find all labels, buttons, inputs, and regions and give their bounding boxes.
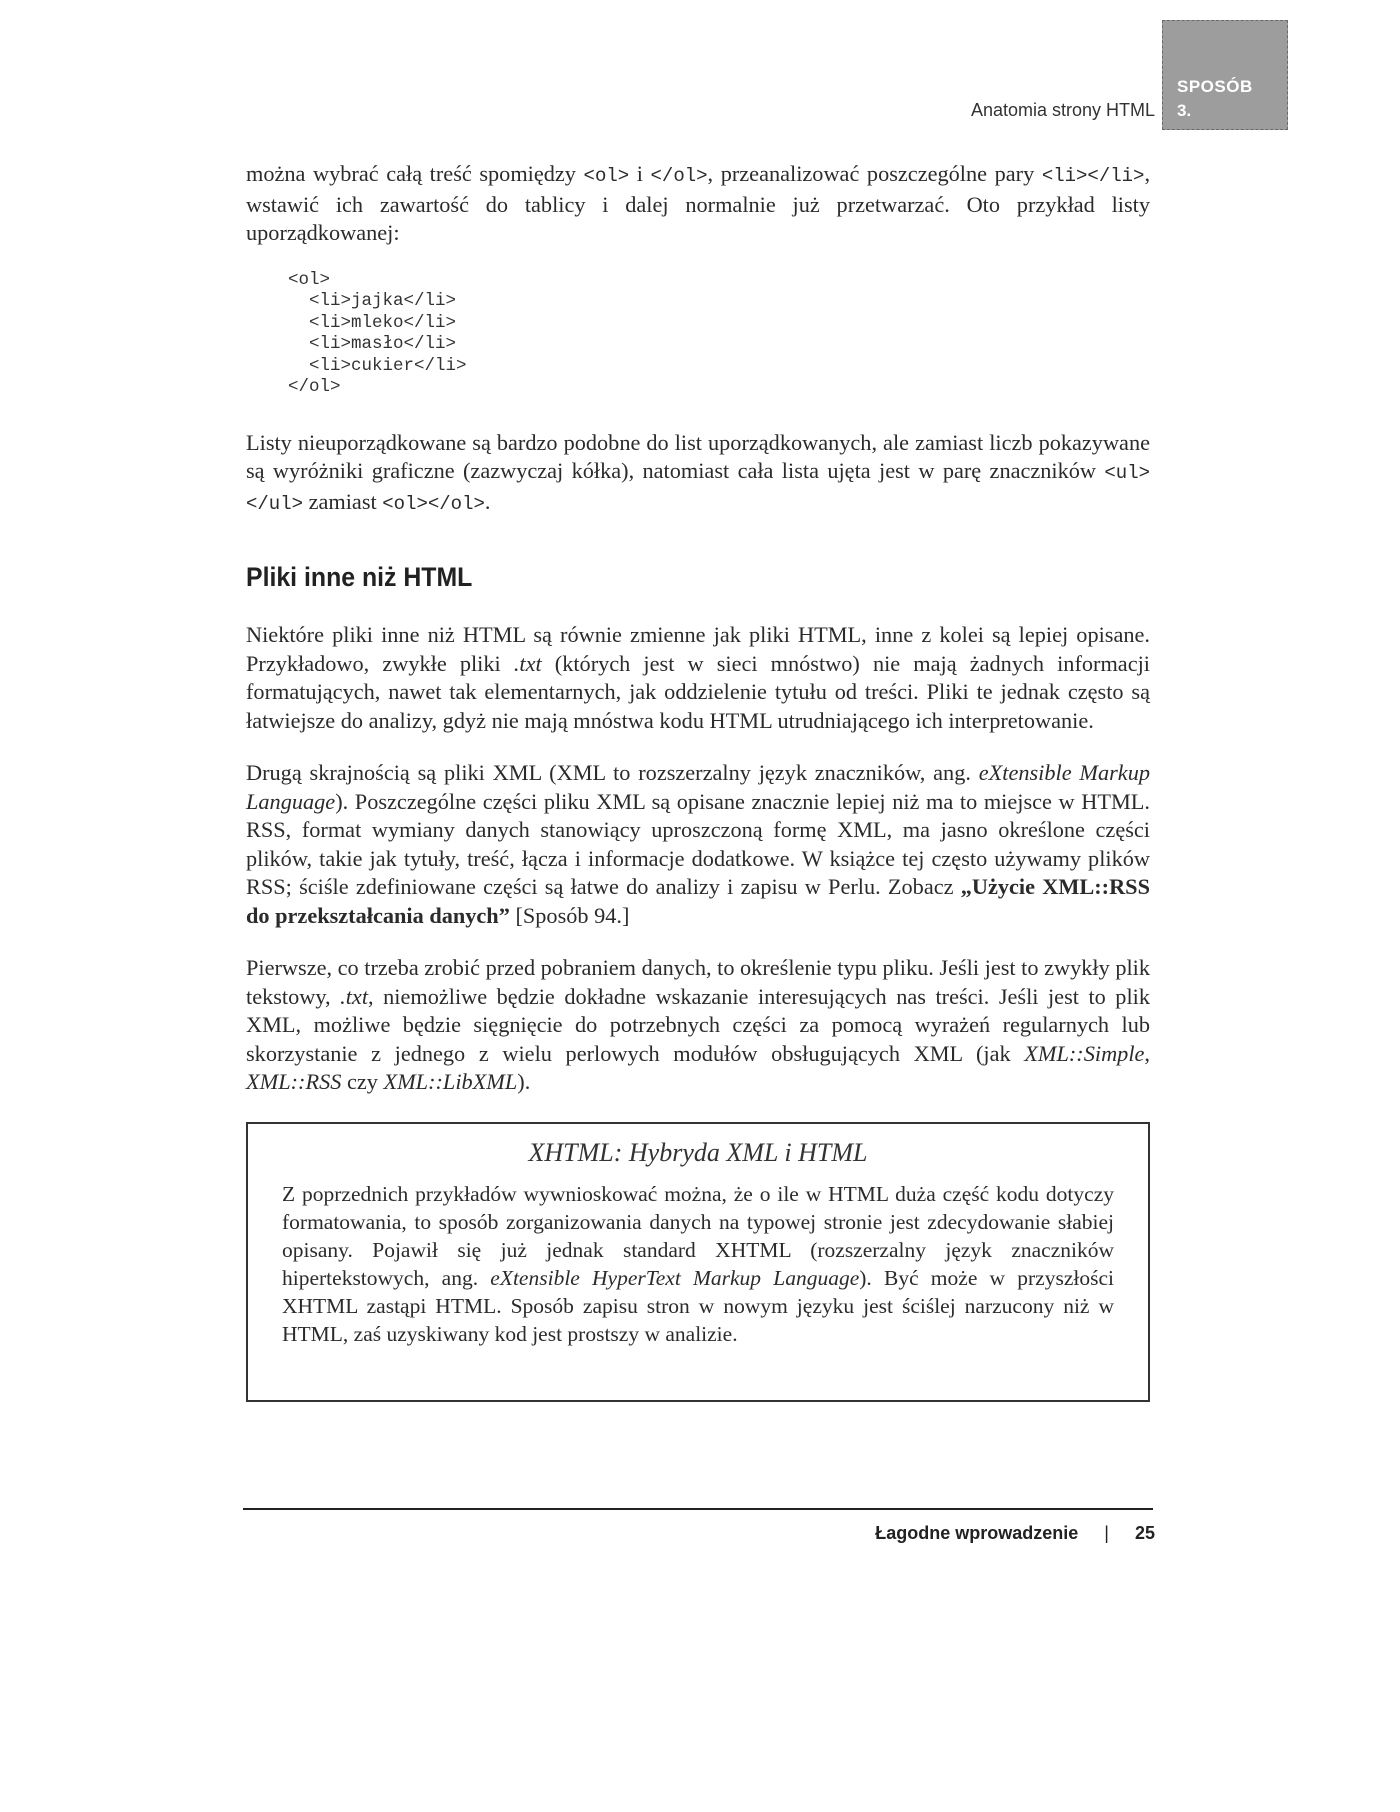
code-sample: <ol> <li>jajka</li> <li>mleko</li> <li>masło</li> <li>cukier</li> </ol> (288, 269, 467, 397)
italic-text: eXtensible HyperText Markup Language (490, 1266, 860, 1290)
text: ). Być może w przyszłości XHTML zastąpi HTML. Sposób zapisu stron w nowym języku jest ściślej narzucony niż w HTML, zaś uzyskiwany kod jest prostszy w analizie. (282, 1266, 1114, 1346)
text: Niektóre pliki inne niż HTML są równie zmienne jak pliki HTML, inne z kolei są lepiej opisane. Przykładowo, zwykłe pliki (246, 622, 1150, 676)
page-number: 25 (1134, 1523, 1155, 1543)
text: i (629, 161, 651, 186)
sidebar-title: XHTML: Hybryda XML i HTML (528, 1138, 868, 1167)
text: czy (341, 1069, 384, 1094)
italic-text: XML::RSS (246, 1069, 342, 1094)
text: Drugą skrajnością są pliki XML (XML to rozszerzalny język znaczników, ang. (246, 760, 979, 785)
sidebar-paragraph (282, 1180, 1114, 1348)
inline-code: </ol> (650, 165, 708, 187)
italic-text: XML::LibXML (383, 1069, 518, 1094)
inline-code: <ul></ul> (246, 462, 1150, 515)
sidebar-box (246, 1122, 1150, 1402)
main-content (246, 160, 1150, 1121)
text: [Sposób 94.] (509, 902, 630, 928)
text: . (484, 488, 491, 514)
text: ). (517, 1069, 531, 1094)
text: można wybrać całą treść spomiędzy (246, 161, 584, 186)
italic-text: XML::Simple (1024, 1040, 1145, 1066)
running-head: Anatomia strony HTML (970, 100, 1155, 120)
text: Pierwsze, co trzeba zrobić przed pobraniem danych, to określenie typu pliku. Jeśli jest to zwykły plik tekstowy, (246, 955, 1151, 1009)
tab-number: 3. (1177, 101, 1192, 120)
txt-files-paragraph (246, 621, 1150, 735)
italic-text: .txt (513, 650, 542, 676)
section-heading: Pliki inne niż HTML (246, 562, 473, 592)
text: , wstawić ich zawartość do tablicy i dalej normalnie już przetwarzać. Oto przykład listy uporządkowanej: (246, 161, 1151, 245)
text: zamiast (303, 488, 383, 514)
inline-code: <li></li> (1041, 165, 1145, 187)
text: (których jest w sieci mnóstwo) nie mają żadnych informacji formatujących, nawet tak elementarnych, jak oddzielenie tytułu od treści. Pliki te jednak często są łatwiejsze do analizy, gdyż nie mają mnóstwa kodu HTML utrudniającego ich interpretowanie. (246, 650, 1150, 733)
section-tab (1162, 20, 1288, 130)
intro-paragraph (246, 160, 1150, 248)
text: Z poprzednich przykładów wywnioskować można, że o ile w HTML duża część kodu dotyczy formatowania, to sposób zorganizowania danych na typowej stronie jest zdecydowanie słabiej opisany. Pojawił się już jednak standard XHTML (rozszerzalny język znaczników hipertekstowych, ang. (282, 1182, 1114, 1290)
italic-text: .txt (340, 983, 369, 1009)
chapter-title: Łagodne wprowadzenie (875, 1523, 1079, 1543)
text: , przeanalizować poszczególne pary (707, 161, 1042, 186)
unordered-list-paragraph (246, 429, 1150, 519)
cross-reference-link[interactable]: „Użycie XML::RSS do przekształcania danych” (246, 874, 1150, 928)
tab-label: SPOSÓB (1177, 77, 1253, 96)
footer-rule (243, 1508, 1153, 1510)
page-footer (875, 1523, 1155, 1544)
footer-separator: | (1104, 1523, 1109, 1543)
inline-code: <ol></ol> (382, 492, 485, 515)
text: , niemożliwe będzie dokładne wskazanie interesujących nas treści. Jeśli jest to plik XML, możliwe będzie sięgnięcie do potrzebnych części za pomocą wyrażeń regularnych lub skorzystanie z jednego z wielu perlowych modułów obsługujących XML (jak (246, 983, 1150, 1066)
xml-files-paragraph (246, 759, 1150, 930)
text: ). Poszczególne części pliku XML są opisane znacznie lepiej niż ma to miejsce w HTML. RSS, format wymiany danych stanowiący uproszczoną formę XML, ma jasno określone części plików, takie jak tytuły, treść, łącza i informacje dodatkowe. W książce tej często używamy plików RSS; ściśle zdefiniowane części są łatwe do analizy i zapisu w Perlu. Zobacz (246, 788, 1150, 899)
file-type-paragraph (246, 954, 1150, 1097)
inline-code: <ol> (583, 165, 630, 187)
text: Listy nieuporządkowane są bardzo podobne do list uporządkowanych, ale zamiast liczb pokazywane są wyróżniki graficzne (zazwyczaj kółka), natomiast cała lista ujęta jest w parę znaczników (246, 429, 1150, 483)
italic-text: eXtensible Markup Language (246, 760, 1150, 814)
text: , (1144, 1040, 1150, 1066)
